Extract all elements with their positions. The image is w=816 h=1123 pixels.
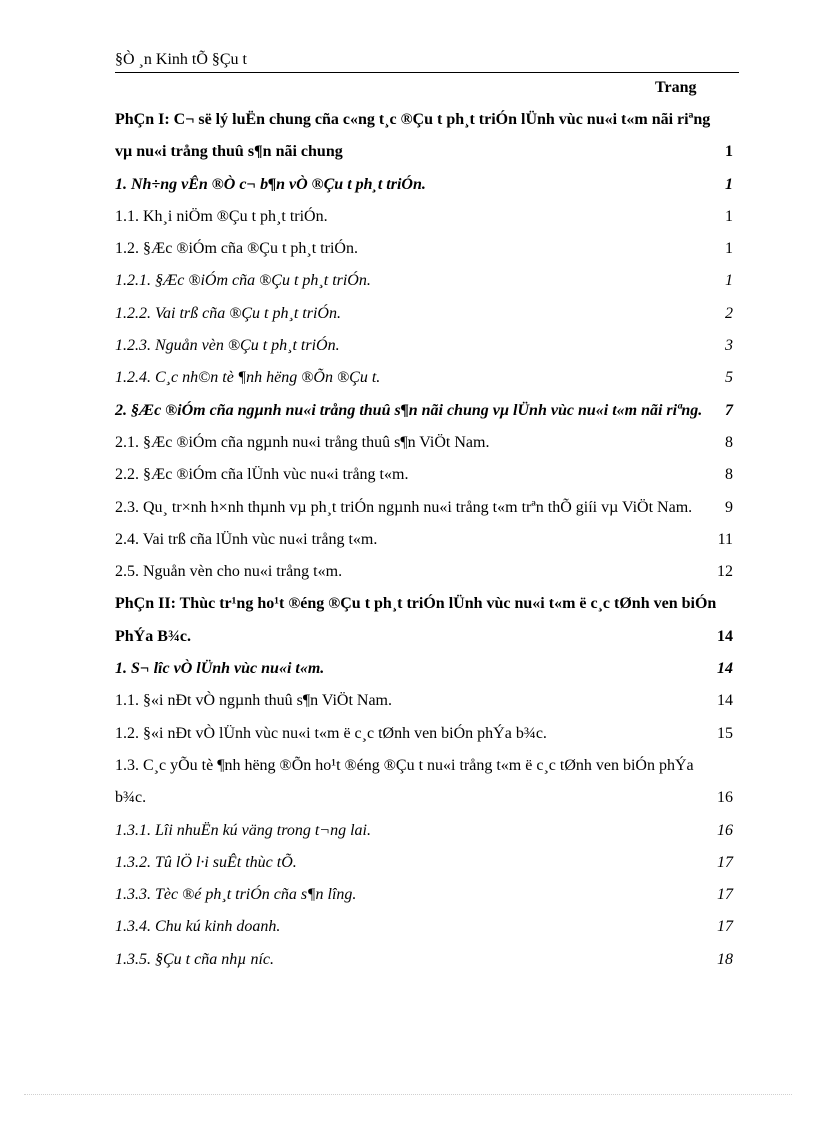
toc-entry[interactable] [115,588,741,653]
toc-entry-page: 1 [725,143,733,161]
toc-entry-text: 2.4. Vai trß cña lÜnh vùc nu«i trång t«m. [115,530,378,548]
toc-entry[interactable] [115,750,741,815]
toc-entry-text: 1.2. §«i nÐt vÒ lÜnh vùc nu«i t«m ë c¸c tØnh ven biÓn phÝa b¾c. [115,724,547,742]
toc-entry[interactable] [115,395,741,427]
toc-entry-page: 17 [717,918,733,936]
toc-entry-page: 11 [717,530,733,548]
document-header [115,48,739,73]
toc-entry-text: 2.3. Qu¸ tr×nh h×nh thµnh vµ ph¸t triÓn ngµnh nu«i trång t«m trªn thÕ giíi vµ ViÖt Nam. [115,498,693,516]
page-column-label: Trang [655,79,697,96]
toc-entry-page: 14 [717,660,733,678]
toc-entry-page: 7 [725,401,733,419]
toc-entry[interactable] [115,459,741,491]
toc-entry-text: 1.2.3. Nguån vèn ®Çu t ph¸t triÓn. [115,337,340,355]
toc-entry-page: 1 [725,207,733,225]
toc-entry-text: 1.3.3. Tèc ®é ph¸t triÓn cña s¶n lîng. [115,886,357,904]
toc-entry-text: 1.1. §«i nÐt vÒ ngµnh thuû s¶n ViÖt Nam. [115,692,392,710]
header-title: §Ò ¸n Kinh tÕ §Çu t [115,51,247,68]
toc-entry-text: 1.2.1. §Æc ®iÓm cña ®Çu t ph¸t triÓn. [115,272,371,290]
toc-entry-page: 2 [725,304,733,322]
toc-entry-text: 1.2.4. C¸c nh©n tè ¶nh hëng ®Õn ®Çu t. [115,369,381,387]
toc-entry[interactable] [115,169,741,201]
toc-entry[interactable] [115,718,741,750]
toc-entry-page: 14 [717,627,733,645]
toc-entry-page: 1 [725,240,733,258]
toc-entry-page: 1 [725,175,733,193]
toc-entry[interactable] [115,265,741,297]
toc-entry-text: 1.2.2. Vai trß cña ®Çu t ph¸t triÓn. [115,304,341,322]
toc-entry-page: 8 [725,433,733,451]
toc-entry-page: 16 [717,821,733,839]
toc-entry-text: 1. Nh÷ng vÊn ®Ò c¬ b¶n vÒ ®Çu t ph¸t triÓn. [115,175,426,193]
toc-entry[interactable] [115,201,741,233]
toc-entry-text: 1. S¬ lîc vÒ lÜnh vùc nu«i t«m. [115,660,325,678]
toc-entry-text: PhÇn I: C¬ së lý luËn chung cña c«ng t¸c ®Çu t ph¸t triÓn lÜnh vùc nu«i t«m nãi riªng vµ nu«i trång thuû s¶n nãi chung [115,111,711,161]
table-of-contents [115,104,741,976]
toc-entry-text: 1.1. Kh¸i niÖm ®Çu t ph¸t triÓn. [115,207,328,225]
toc-entry-text: 2.1. §Æc ®iÓm cña ngµnh nu«i trång thuû s¶n ViÖt Nam. [115,433,490,451]
toc-entry[interactable] [115,847,741,879]
toc-entry-text: 2.2. §Æc ®iÓm cña lÜnh vùc nu«i trång t«m. [115,466,409,484]
toc-entry-text: 1.3. C¸c yÕu tè ¶nh hëng ®Õn ho¹t ®éng ®Çu t nu«i trång t«m ë c¸c tØnh ven biÓn phÝa b¾c. [115,756,694,807]
toc-entry-page: 12 [717,563,733,581]
toc-entry-page: 5 [725,369,733,387]
toc-entry-page: 9 [725,498,733,516]
toc-entry[interactable] [115,233,741,265]
toc-entry-text: PhÇn II: Thùc tr¹ng ho¹t ®éng ®Çu t ph¸t triÓn lÜnh vùc nu«i t«m ë c¸c tØnh ven biÓn PhÝa B¾c. [115,595,717,645]
toc-entry[interactable] [115,653,741,685]
toc-entry-text: 1.3.4. Chu kú kinh doanh. [115,918,281,936]
toc-entry-page: 3 [725,337,733,355]
toc-entry-text: 2.5. Nguån vèn cho nu«i trång t«m. [115,563,343,581]
toc-entry[interactable] [115,330,741,362]
toc-entry-page: 17 [717,853,733,871]
toc-entry[interactable] [115,298,741,330]
toc-entry[interactable] [115,104,741,169]
toc-entry-page: 18 [717,950,733,968]
toc-entry[interactable] [115,685,741,717]
toc-entry-page: 15 [717,724,733,742]
toc-entry[interactable] [115,556,741,588]
toc-entry-text: 1.3.1. Lîi nhuËn kú väng trong t¬ng lai. [115,821,371,839]
toc-entry[interactable] [115,911,741,943]
toc-entry[interactable] [115,524,741,556]
toc-entry[interactable] [115,362,741,394]
toc-entry[interactable] [115,492,741,524]
toc-entry-page: 8 [725,466,733,484]
page-footer-divider [24,1094,792,1095]
toc-entry-page: 14 [717,692,733,710]
toc-entry-page: 1 [725,272,733,290]
toc-entry[interactable] [115,879,741,911]
toc-entry[interactable] [115,944,741,976]
toc-entry-text: 1.2. §Æc ®iÓm cña ®Çu t ph¸t triÓn. [115,240,358,258]
toc-entry-text: 2. §Æc ®iÓm cña ngµnh nu«i trång thuû s¶n nãi chung vµ lÜnh vùc nu«i t«m nãi riªng. [115,401,703,419]
toc-entry-page: 16 [717,789,733,807]
toc-entry[interactable] [115,815,741,847]
toc-entry[interactable] [115,427,741,459]
toc-entry-page: 17 [717,886,733,904]
toc-entry-text: 1.3.2. Tû lÖ l·i suÊt thùc tÕ. [115,853,297,871]
toc-entry-text: 1.3.5. §Çu t cña nhµ níc. [115,950,274,968]
